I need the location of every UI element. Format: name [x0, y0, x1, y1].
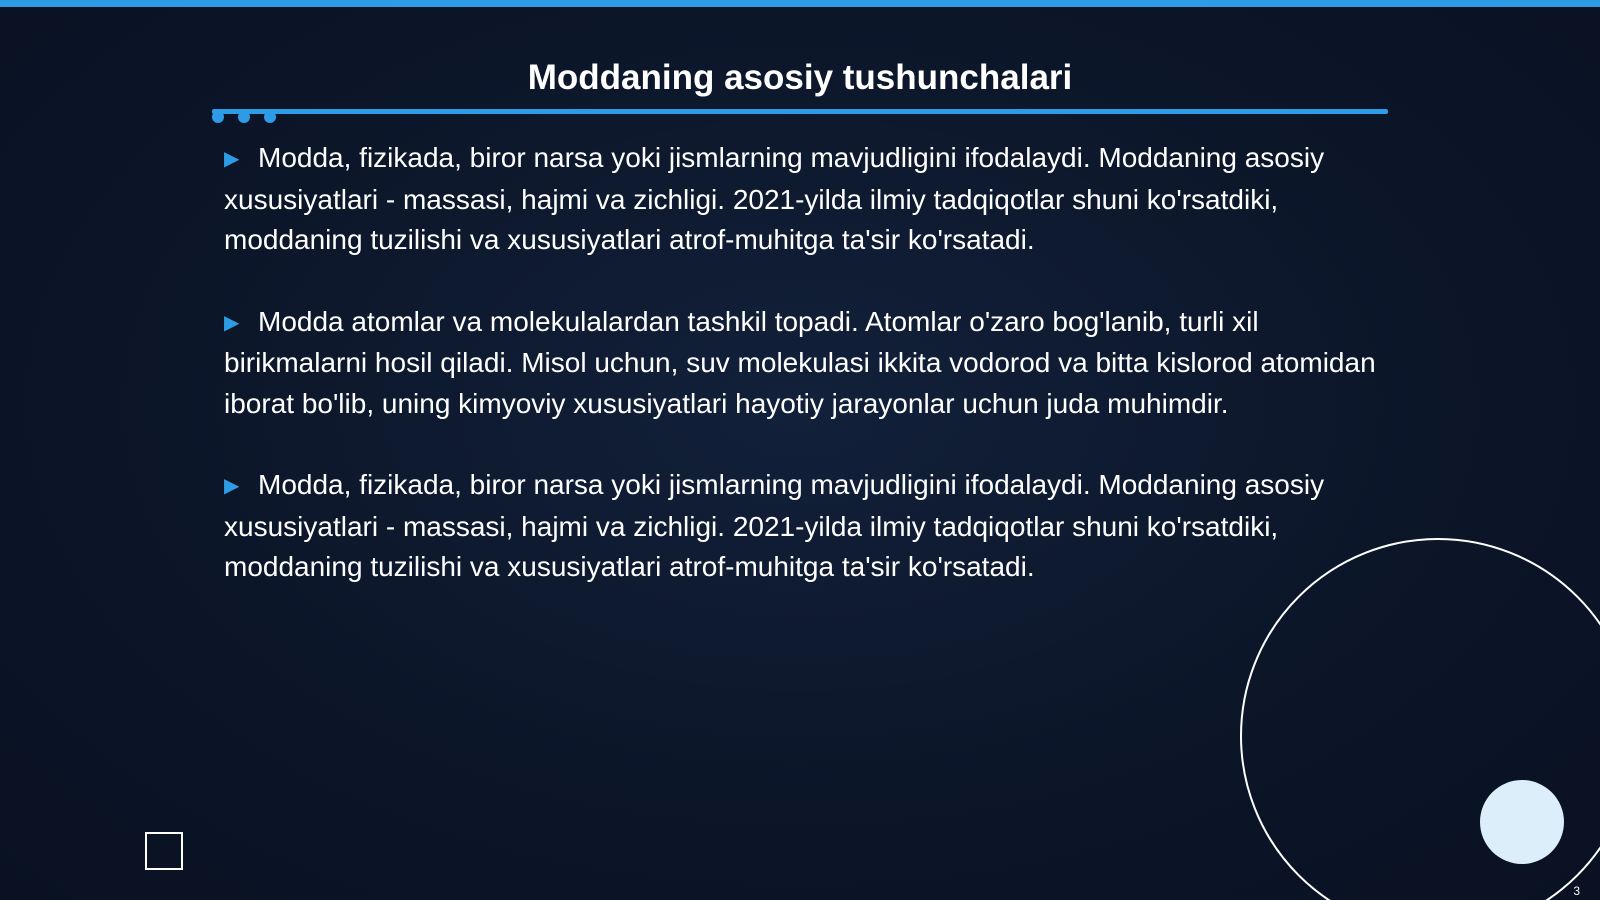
decorative-bubble [1480, 780, 1564, 864]
title-underline [212, 109, 1388, 114]
bullet-item [224, 138, 1384, 261]
bullet-text: Modda, fizikada, biror narsa yoki jismlarning mavjudligini ifodalaydi. Moddaning asosiy xususiyatlari - massasi, hajmi va zichligi. 2021-yilda ilmiy tadqiqotlar shuni ko'rsatdiki, moddaning tuzilishi va xususiyatlari atrof-muhitga ta'sir ko'rsatadi. [224, 469, 1325, 582]
slide-title: Moddaning asosiy tushunchalari [527, 58, 1073, 97]
decorative-dot [212, 111, 224, 123]
triangle-right-icon: ▶ [224, 148, 240, 170]
page-number: 3 [1573, 884, 1580, 898]
bullet-text: Modda atomlar va molekulalardan tashkil topadi. Atomlar o'zaro bog'lanib, turli xil birikmalarni hosil qiladi. Misol uchun, suv molekulasi ikkita vodorod va bitta kislorod atomidan iborat bo'lib, uning kimyoviy xususiyatlari hayotiy jarayonlar uchun juda muhimdir. [224, 305, 1376, 419]
top-accent-bar [0, 0, 1600, 7]
triangle-right-icon: ▶ [224, 475, 240, 497]
decorative-dot [264, 111, 276, 123]
decorative-dot [238, 111, 250, 123]
bullet-text: Modda, fizikada, biror narsa yoki jismlarning mavjudligini ifodalaydi. Moddaning asosiy xususiyatlari - massasi, hajmi va zichligi. 2021-yilda ilmiy tadqiqotlar shuni ko'rsatdiki, moddaning tuzilishi va xususiyatlari atrof-muhitga ta'sir ko'rsatadi. [224, 142, 1325, 255]
triangle-right-icon: ▶ [224, 311, 240, 334]
bullet-item [224, 465, 1384, 588]
bullet-list [224, 138, 1384, 629]
decorative-square [145, 832, 183, 870]
bullet-item [224, 302, 1384, 425]
